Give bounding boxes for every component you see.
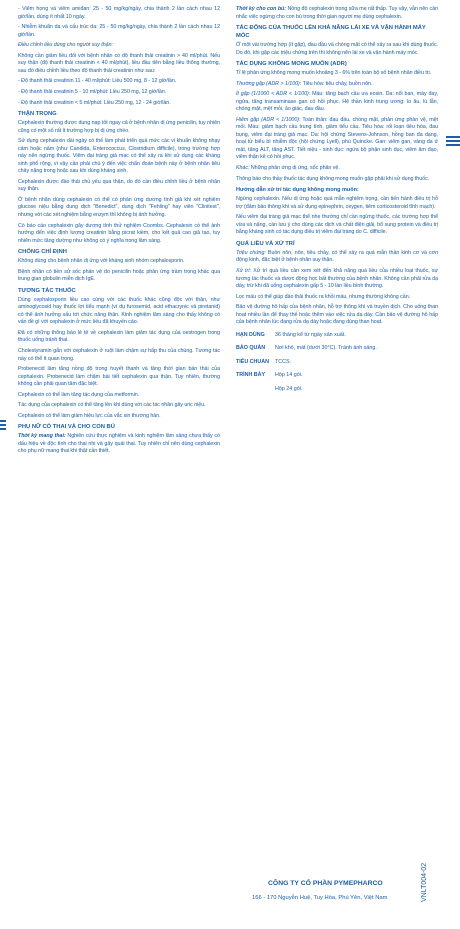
right-fold-mark (446, 144, 460, 146)
paragraph: Không cần giảm liều đối với bệnh nhân có độ thanh thải creatinin > 40 ml/phút. Nếu suy thận (độ thanh thải creatinin < 40 ml/phút), liều đầu tiên bằng liều thông thường, sau đó điều chỉnh liều theo độ thanh thải creatinin như sau: (18, 52, 220, 74)
company-address: 166 - 170 Nguyễn Huệ, Tuy Hòa, Phú Yên, Việt Nam (252, 895, 388, 901)
paragraph: Ngừng cephalexin. Nếu dị ứng hoặc quá mẫn nghiêm trọng, cần tiến hành điều trị hỗ trợ (đảm bảo thông khí và sử dụng epinephrin, oxygen, tiêm corticosteroid tĩnh mạch). (236, 196, 438, 210)
paragraph: - Nhiễm khuẩn da và cấu trúc da: 25 - 50 mg/kg/ngày, chia thành 2 lần cách nhau 12 giờ/lần. (18, 24, 220, 38)
paragraph: Điều chỉnh liều dùng cho người suy thận: (18, 42, 113, 49)
paragraph (236, 268, 438, 291)
paragraph: Sử dụng cephalexin dài ngày có thể làm phát triển quá mức các vi khuẩn không nhạy cảm hoặc nấm (như Candida, Enterococcus, Clostridium difficile), trong trường hợp này nên ngừng thuốc. Viêm đại tràng giả mạc có thể xảy ra khi sử dụng các kháng sinh phổ rộng, vì vậy cần phải chú ý đến việc chẩn đoán bệnh này ở bệnh nhân tiêu chảy nặng trong hoặc sau khi dùng kháng sinh. (18, 138, 220, 175)
section-heading: QUÁ LIỀU VÀ XỬ TRÍ (236, 240, 295, 247)
paragraph: - Độ thanh thải creatinin 5 - 10 ml/phút: Liều 250 mg, 12 giờ/lần. (18, 88, 167, 95)
lead-label: Thời kỳ mang thai: (18, 433, 66, 440)
paragraph: Bệnh nhân có tiền sử sốc phản vệ do penicilin hoặc phản ứng trầm trọng khác qua trung gian globulin miễn dịch IgE. (18, 268, 220, 283)
paragraph: Lọc máu có thể giúp đào thải thuốc ra khỏi máu, nhưng thường không cần. (236, 293, 411, 300)
section-heading: PHỤ NỮ CÓ THAI VÀ CHO CON BÚ (18, 424, 115, 431)
right-fold-mark (446, 140, 460, 142)
right-column (236, 6, 438, 399)
paragraph-text: Toàn thân: đau đầu, chóng mặt, phản ứng phản vệ, mệt mỏi. Máu: giảm bạch cầu trung tính, giảm tiểu cầu. Tiêu hóa: rối loạn tiêu hóa, đau bụng, viêm đại tràng giả mạc. Da: hội chứng Stevens-Johnson, hồng ban đa dạng, hoại tử biểu bì nhiễm độc (hội chứng Lyell), phù Quincke. Gan: viêm gan, vàng da ứ mật, tăng ALT, tăng AST. Tiết niệu - sinh dục: ngứa bộ phận sinh dục, viêm âm đạo, viêm thận kẽ có hồi phục. (236, 116, 438, 161)
info-value: Hộp 24 gói. (275, 385, 303, 392)
info-row (236, 386, 438, 394)
paragraph (236, 250, 438, 265)
left-fold-mark (0, 428, 6, 430)
paragraph-text: Nghiên cứu thực nghiệm và kinh nghiệm lâm sàng chưa thấy có dấu hiệu về độc tính cho thai nhi và gây quái thai. Tuy nhiên chỉ nên dùng cephalexin cho phụ nữ mang thai khi thật cần thiết. (18, 433, 220, 455)
paragraph: Cholestyramin gắn với cephalexin ở ruột làm chậm sự hấp thu của chúng. Tương tác này có thể ít quan trọng. (18, 348, 220, 362)
paragraph: Ở một vài trường hợp (ít gặp), đau đầu và chóng mặt có thể xảy ra sau khi dùng thuốc. Do đó, khi gặp các triệu chứng trên thì không nên lái xe và vận hành máy móc. (236, 42, 438, 56)
paragraph: Nếu viêm đại tràng giả mạc thể nhẹ thường chỉ cần ngừng thuốc, các trường hợp thể vừa và nặng, cần lưu ý cho dùng các dịch và chất điện giải, bổ sung protein và điều trị bằng kháng sinh có tác dụng điều trị viêm đại tràng do C. difficile. (236, 214, 438, 236)
info-key: BẢO QUẢN (236, 345, 266, 352)
paragraph-text: Buồn nôn, nôn, tiêu chảy, có thể xảy ra quá mẫn thần kinh cơ và cơn động kinh, đặc biệt ở bệnh nhân suy thận. (236, 249, 439, 264)
info-key: TIÊU CHUẨN (236, 358, 269, 365)
info-key: HẠN DÙNG (236, 331, 265, 338)
version-code: VNLT004-02 (421, 862, 428, 902)
paragraph: Tác dụng của cephalexin có thể tăng lên khi dùng với các tác nhân gây uric niệu. (18, 402, 206, 409)
info-row (236, 372, 438, 380)
paragraph: Đã có những thông báo lẻ tẻ về cephalexin làm giảm tác dụng của oestrogen trong thuốc uống tránh thai. (18, 329, 220, 344)
paragraph (236, 165, 438, 173)
paragraph (18, 433, 220, 456)
lead-label: Ít gặp (1/1000 < ADR < 1/100): (236, 91, 311, 98)
info-value: TCCS. (275, 358, 292, 365)
paragraph-text: Xử trí quá liều cần xem xét đến khả năng quá liều của nhiều loại thuốc, sự tương tác thuốc và dược động học bất thường của bệnh nhân. Không cần phải rửa dạ dày, trừ khi đã uống cephalexin gấp 5 - 10 lần liều bình thường. (236, 268, 438, 290)
paragraph-text: Những phản ứng dị ứng, sốc phản vệ. (249, 165, 340, 172)
info-row (236, 345, 438, 353)
lead-label: Thường gặp (ADR > 1/100): (236, 80, 302, 87)
info-value: 36 tháng kể từ ngày sản xuất. (275, 331, 346, 338)
section-heading: THẬN TRỌNG (18, 111, 57, 118)
paragraph: Cephalexin có thể làm giảm hiệu lực của vắc xin thương hàn. (18, 412, 161, 419)
paragraph: Cephalexin được đào thải chủ yếu qua thận, do đó cần điều chỉnh liều ở bệnh nhân suy thận. (18, 178, 220, 193)
paragraph: Ở bệnh nhân dùng cephalexin có thể có phản ứng dương tính giả khi xét nghiệm glucose niệu bằng dung dịch "Benedict", dung dịch "Fehling" hay viên "Clinitest", nhưng với các xét nghiệm bằng enzym thì không bị ảnh hưởng. (18, 196, 220, 218)
paragraph (236, 117, 438, 162)
info-key (236, 386, 275, 394)
section-heading: TƯƠNG TÁC THUỐC (18, 287, 76, 294)
paragraph: Dùng cephalosporin liều cao cùng với các thuốc khác cũng độc với thận, như aminoglycosid hay thuốc lợi tiểu mạnh (ví dụ furosemid, acid ethacrynic và piretanid) có thể ảnh hưởng xấu tới chức năng thận. Kinh nghiệm lâm sàng cho thấy không có vấn đề gì với cephalexin ở mức liều đã khuyến cáo. (18, 296, 220, 326)
paragraph: Probenecid làm tăng nồng độ trong huyết thanh và tăng thời gian bán thải của cephalexin. Probenecid làm chậm bài tiết cephalexin qua thận. Tuy nhiên, thường không cần phải quan tâm đặc biệt. (18, 366, 220, 388)
paragraph: Không dùng cho bệnh nhân dị ứng với kháng sinh nhóm cephalosporin. (18, 258, 185, 265)
lead-label: Triệu chứng: (236, 249, 266, 256)
info-row (236, 332, 438, 340)
paragraph: Có báo cáo cephalexin gây dương tính thử nghiệm Coombs. Cephalexin có thể ảnh hưởng đến việc định lượng creatinin bằng picrat kiềm, cho kết quả cao giả tạo, tuy nhiên mức tăng dường như không có ý nghĩa trong lâm sàng. (18, 222, 220, 244)
info-value: Hộp 14 gói. (275, 372, 303, 379)
lead-label: Khác: (236, 165, 250, 172)
paragraph: Tỉ lệ phản ứng không mong muốn khoảng 3 - 6% trên toàn bộ số bệnh nhân điều trị. (236, 70, 432, 77)
lead-label: Thời kỳ cho con bú: (236, 6, 286, 12)
paragraph-text: Nồng độ cephalexin trong sữa mẹ rất thấp. Tuy vậy, vẫn nên cân nhắc việc ngừng cho con bú trong thời gian người mẹ dùng cephalexin. (236, 6, 439, 20)
left-fold-mark (0, 424, 6, 426)
paragraph: Cephalexin thường được dung nạp tốt ngay cả ở bệnh nhân dị ứng penicilin, tuy nhiên cũng có một số rất ít trường hợp bị dị ứng chéo. (18, 120, 220, 134)
paragraph: - Viêm họng và viêm amiđan: 25 - 50 mg/kg/ngày, chia thành 2 lần cách nhau 12 giờ/lần, dùng ít nhất 10 ngày. (18, 6, 220, 20)
left-fold-mark (0, 420, 6, 422)
paragraph: Cephalexin có thể làm tăng tác dụng của metformin. (18, 391, 140, 398)
paragraph (236, 81, 438, 89)
right-fold-mark (446, 136, 460, 138)
paragraph (236, 91, 438, 114)
info-value: Nơi khô, mát (dưới 30°C). Tránh ánh sáng. (275, 345, 377, 352)
section-heading: Hướng dẫn xử trí tác dụng không mong muốn: (236, 187, 359, 194)
left-column (18, 6, 220, 459)
paragraph: - Độ thanh thải creatinin < 5 ml/phút: Liều 250 mg, 12 - 24 giờ/lần. (18, 99, 171, 106)
section-heading: TÁC DỤNG KHÔNG MONG MUỐN (ADR) (236, 61, 347, 68)
info-key: TRÌNH BÀY (236, 372, 266, 379)
paragraph-text: Máu: tăng bạch cầu ưa eosin. Da: nổi ban, mày đay, ngứa, tăng transaminase gan có hồi phục. Hệ thần kinh trung ương: lo âu, lú lẫn, chóng mặt, mệt mỏi, ảo giác, đau đầu. (236, 91, 438, 113)
lead-label: Xử trí: (236, 268, 252, 275)
paragraph (236, 6, 438, 21)
lead-label: Hiếm gặp (ADR < 1/1000): (236, 116, 301, 123)
section-heading: CHỐNG CHỈ ĐỊNH (18, 249, 67, 256)
paragraph: Thông báo cho thầy thuốc tác dụng không mong muốn gặp phải khi sử dụng thuốc. (236, 175, 430, 182)
paragraph: - Độ thanh thải creatinin 11 - 40 ml/phút: Liều 500 mg, 8 - 12 giờ/lần. (18, 78, 177, 85)
paragraph: Bảo vệ đường hô hấp của bệnh nhân, hỗ trợ thông khí và truyền dịch. Cho uống than hoạt nhiều lần để thay thế hoặc thêm vào việc rửa dạ dày. Cần bảo vệ đường hô hấp của bệnh nhân lúc đang rửa dạ dày hoặc đang dùng than hoạt. (236, 304, 438, 326)
paragraph-text: Tiêu hóa: tiêu chảy, buồn nôn. (301, 80, 373, 87)
info-row (236, 359, 438, 367)
company-name: CÔNG TY CỔ PHẦN PYMEPHARCO (268, 880, 383, 887)
section-heading: TÁC ĐỘNG CỦA THUỐC LÊN KHẢ NĂNG LÁI XE VÀ VẬN HÀNH MÁY MÓC (236, 25, 426, 40)
